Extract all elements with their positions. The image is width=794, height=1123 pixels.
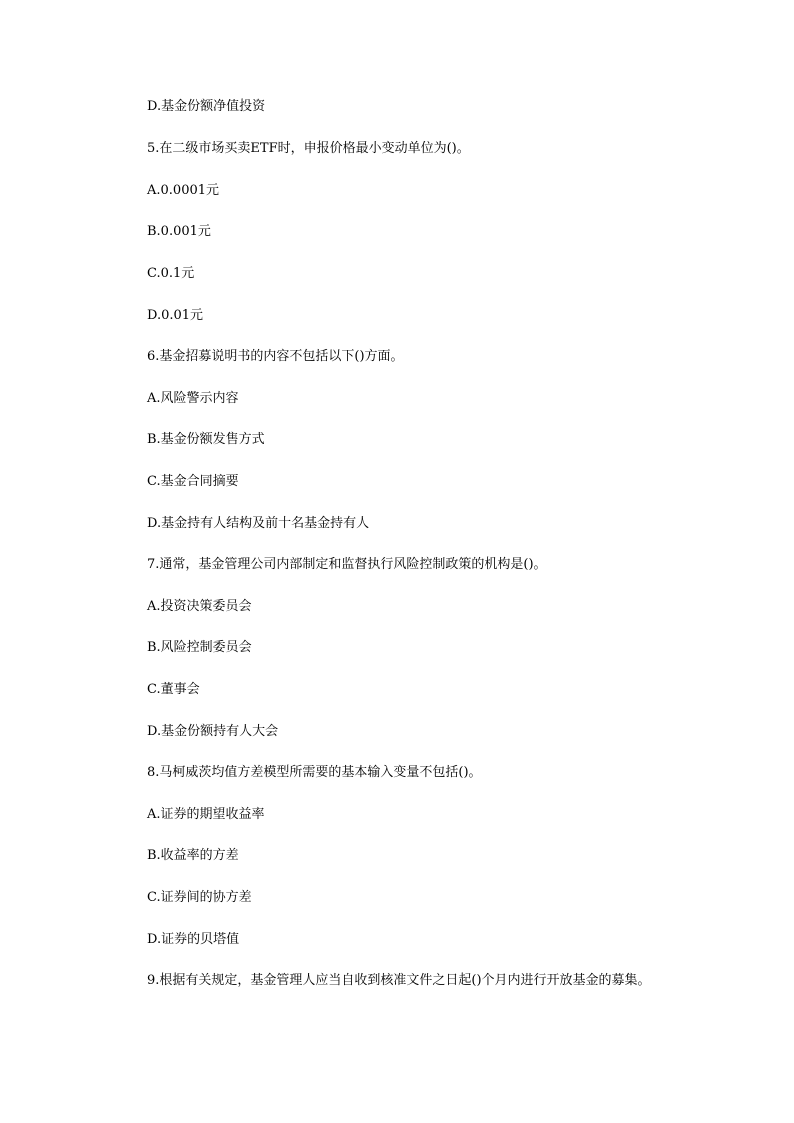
option-7a: A.投资决策委员会 [147, 599, 252, 614]
question-7: 7.通常，基金管理公司内部制定和监督执行风险控制政策的机构是()。 [147, 557, 547, 572]
option-8d: D.证券的贝塔值 [147, 932, 240, 947]
option-5a: A.0.0001元 [147, 183, 220, 198]
option-6d: D.基金持有人结构及前十名基金持有人 [147, 516, 370, 531]
question-6: 6.基金招募说明书的内容不包括以下()方面。 [147, 349, 404, 364]
option-8a: A.证券的期望收益率 [147, 807, 265, 822]
option-6b: B.基金份额发售方式 [147, 432, 265, 447]
question-5: 5.在二级市场买卖ETF时，申报价格最小变动单位为()。 [147, 141, 470, 156]
option-7b: B.风险控制委员会 [147, 640, 252, 655]
option-5c: C.0.1元 [147, 266, 195, 281]
option-7d: D.基金份额持有人大会 [147, 724, 279, 739]
option-6a: A.风险警示内容 [147, 391, 239, 406]
question-8: 8.马柯威茨均值方差模型所需要的基本输入变量不包括()。 [147, 765, 482, 780]
option-5d: D.0.01元 [147, 308, 204, 323]
option-7c: C.董事会 [147, 682, 200, 697]
option-5b: B.0.001元 [147, 224, 211, 239]
option-8b: B.收益率的方差 [147, 848, 239, 863]
option-6c: C.基金合同摘要 [147, 474, 239, 489]
option-8c: C.证券间的协方差 [147, 890, 252, 905]
option-4d: D.基金份额净值投资 [147, 99, 266, 114]
question-9: 9.根据有关规定，基金管理人应当自收到核准文件之日起()个月内进行开放基金的募集。 [147, 973, 651, 988]
